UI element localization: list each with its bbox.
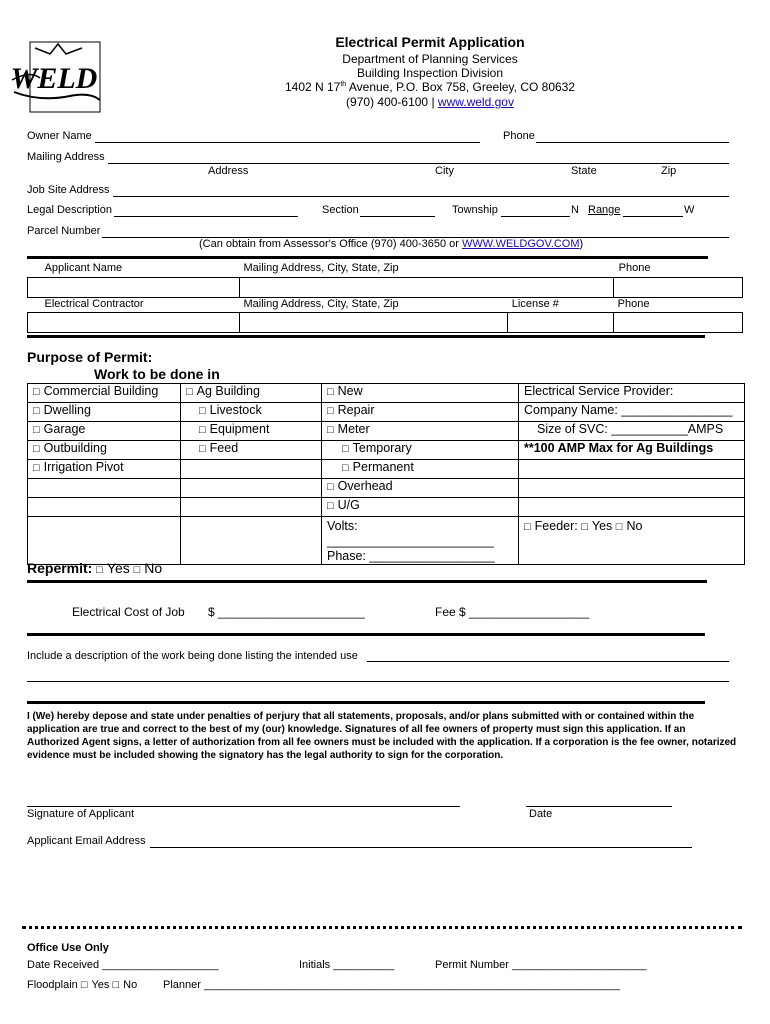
label-commercial: Commercial Building <box>43 384 159 398</box>
floodplain-no: No <box>123 979 138 991</box>
phone-field[interactable] <box>536 142 729 143</box>
checkbox-feeder[interactable] <box>524 519 535 533</box>
township-field[interactable] <box>501 216 570 217</box>
legal-description-label: Legal Description <box>27 204 112 216</box>
job-site-field[interactable] <box>113 196 729 197</box>
work-heading: Work to be done in <box>94 366 220 382</box>
initials-field[interactable]: Initials __________ <box>299 959 395 971</box>
contractor-license-cell[interactable] <box>508 312 614 332</box>
label-temporary: Temporary <box>352 441 412 455</box>
phone-label: Phone <box>503 130 535 142</box>
contractor-phone-cell[interactable] <box>614 312 743 332</box>
label-feed: Feed <box>209 441 239 455</box>
email-label: Applicant Email Address <box>27 835 146 847</box>
company-name-field[interactable]: Company Name: ________________ <box>519 403 745 422</box>
township-label: Township <box>452 204 498 216</box>
divider-5 <box>27 701 705 704</box>
contractor-header: Electrical Contractor <box>28 297 240 312</box>
checkbox-overhead[interactable] <box>327 479 338 493</box>
date-received-field[interactable]: Date Received ___________________ <box>27 959 219 971</box>
repermit-yes: Yes <box>106 560 130 576</box>
dotted-divider <box>22 926 742 929</box>
checkbox-repermit-yes[interactable] <box>96 560 107 576</box>
label-permanent: Permanent <box>352 460 414 474</box>
license-header: License # <box>508 297 614 312</box>
volts-label: Volts: <box>327 519 358 533</box>
division: Building Inspection Division <box>356 66 504 80</box>
owner-name-field[interactable] <box>95 142 480 143</box>
contractor-mailing-cell[interactable] <box>240 312 508 332</box>
checkbox-meter[interactable] <box>327 422 338 436</box>
label-livestock: Livestock <box>209 403 262 417</box>
mailing-header: Mailing Address, City, State, Zip <box>243 262 399 274</box>
divider-3 <box>27 580 707 583</box>
phase-field[interactable]: __________________ <box>369 549 495 563</box>
legal-description-field[interactable] <box>114 216 298 217</box>
sub-zip: Zip <box>661 165 677 177</box>
phase-label: Phase: <box>327 549 370 563</box>
mailing-address-label: Mailing Address <box>27 151 105 163</box>
label-ug: U/G <box>337 498 360 512</box>
fee-field[interactable]: Fee $ __________________ <box>435 605 590 619</box>
floodplain-label: Floodplain <box>27 979 78 991</box>
range-field[interactable] <box>623 216 683 217</box>
divider-2 <box>27 335 705 338</box>
label-new: New <box>337 384 363 398</box>
label-meter: Meter <box>337 422 370 436</box>
floodplain-yes: Yes <box>91 979 110 991</box>
n-label: N <box>571 204 579 216</box>
divider-1 <box>27 256 708 259</box>
section-field[interactable] <box>360 216 435 217</box>
owner-name-label: Owner Name <box>27 130 92 142</box>
checkbox-ag-building[interactable] <box>186 384 197 398</box>
weld-county-logo <box>10 40 102 114</box>
website-link[interactable]: www.weld.gov <box>437 95 514 109</box>
date-field[interactable] <box>526 806 672 807</box>
applicant-name-header: Applicant Name <box>44 262 123 274</box>
label-feeder: Feeder: <box>534 519 578 533</box>
checkbox-garage[interactable] <box>33 422 44 436</box>
assessor-link[interactable]: WWW.WELDGOV.COM <box>461 238 580 250</box>
checkbox-feeder-no[interactable] <box>616 519 627 533</box>
assessor-note: (Can obtain from Assessor's Office (970) 400-3650 or WWW.WELDGOV.COM) <box>199 238 584 250</box>
applicant-phone-cell[interactable] <box>614 277 743 297</box>
declaration-text: I (We) hereby depose and state under penalties of perjury that all statements, proposals, and/or plans submitted with or contained within the application are true and correct to the best of my (our) knowledge. Signatures of all fee owners of property must sign this application. If an Authorized Agent signs, a letter of authorization from all fee owners must be included with the application. If a corporation is the fee owner, notarized evidence must be included showing the signatory has the legal authority to sign for the corporation. <box>27 711 737 761</box>
checkbox-repair[interactable] <box>327 403 338 417</box>
parcel-number-label: Parcel Number <box>27 225 101 237</box>
checkbox-temporary[interactable] <box>342 441 353 455</box>
repermit-row <box>27 560 162 576</box>
label-outbuilding: Outbuilding <box>43 441 107 455</box>
checkbox-feed[interactable] <box>199 441 210 455</box>
section-label: Section <box>322 204 359 216</box>
applicant-contractor-table <box>27 262 743 333</box>
description-label: Include a description of the work being done listing the intended use <box>27 650 358 662</box>
cost-label: Electrical Cost of Job <box>72 605 185 619</box>
label-ag-building: Ag Building <box>196 384 260 398</box>
applicant-mailing-cell[interactable] <box>240 277 614 297</box>
email-field[interactable] <box>150 847 692 848</box>
checkbox-ug[interactable] <box>327 498 338 512</box>
department: Department of Planning Services <box>342 52 518 66</box>
label-garage: Garage <box>43 422 86 436</box>
label-repair: Repair <box>337 403 375 417</box>
floodplain-row <box>27 979 137 991</box>
office-address: 1402 N 17th Avenue, P.O. Box 758, Greeley, CO 80632 <box>284 80 576 94</box>
description-field-2[interactable] <box>27 681 729 682</box>
provider-label: Electrical Service Provider: <box>519 384 745 403</box>
repermit-no: No <box>144 560 163 576</box>
signature-label: Signature of Applicant <box>27 808 135 820</box>
checkbox-commercial[interactable] <box>33 384 44 398</box>
description-field-1[interactable] <box>367 661 729 662</box>
sub-address: Address <box>208 165 249 177</box>
volts-field[interactable]: ________________________ <box>327 534 494 548</box>
purpose-table <box>27 383 745 565</box>
phone2-header: Phone <box>614 297 743 312</box>
planner-field[interactable]: Planner ____________________________________________________________________ <box>163 979 620 991</box>
range-label: Range <box>588 204 621 216</box>
checkbox-irrigation[interactable] <box>33 460 44 474</box>
purpose-heading: Purpose of Permit: <box>27 349 153 365</box>
form-title: Electrical Permit Application <box>335 34 525 50</box>
ag-max-note: **100 AMP Max for Ag Buildings <box>519 441 745 460</box>
label-feeder-no: No <box>626 519 643 533</box>
office-heading: Office Use Only <box>27 942 109 954</box>
divider-4 <box>27 633 705 636</box>
contact-line: (970) 400-6100 | www.weld.gov <box>346 95 514 109</box>
checkbox-outbuilding[interactable] <box>33 441 44 455</box>
label-equipment: Equipment <box>209 422 270 436</box>
sub-state: State <box>571 165 597 177</box>
sub-city: City <box>435 165 454 177</box>
checkbox-feeder-yes[interactable] <box>581 519 592 533</box>
applicant-name-cell[interactable] <box>28 277 240 297</box>
label-feeder-yes: Yes <box>591 519 613 533</box>
logo-text: WELD <box>10 62 98 95</box>
mailing2-header: Mailing Address, City, State, Zip <box>240 297 508 312</box>
signature-field[interactable] <box>27 806 460 807</box>
phone-header: Phone <box>618 262 651 274</box>
checkbox-equipment[interactable] <box>199 422 210 436</box>
label-irrigation: Irrigation Pivot <box>43 460 124 474</box>
date-label: Date <box>529 808 553 820</box>
checkbox-floodplain-yes[interactable] <box>81 979 92 991</box>
svc-size-field[interactable]: Size of SVC: ___________AMPS <box>519 422 745 441</box>
checkbox-floodplain-no[interactable] <box>113 979 124 991</box>
checkbox-permanent[interactable] <box>342 460 353 474</box>
label-dwelling: Dwelling <box>43 403 91 417</box>
checkbox-livestock[interactable] <box>199 403 210 417</box>
w-label: W <box>684 204 695 216</box>
checkbox-dwelling[interactable] <box>33 403 44 417</box>
permit-number-field[interactable]: Permit Number ______________________ <box>435 959 647 971</box>
label-overhead: Overhead <box>337 479 393 493</box>
cost-field[interactable]: $ ______________________ <box>208 605 365 619</box>
mailing-address-field[interactable] <box>108 163 729 164</box>
contractor-name-cell[interactable] <box>28 312 240 332</box>
repermit-label: Repermit: <box>27 560 93 576</box>
checkbox-new[interactable] <box>327 384 338 398</box>
job-site-label: Job Site Address <box>27 184 110 196</box>
checkbox-repermit-no[interactable] <box>134 560 145 576</box>
